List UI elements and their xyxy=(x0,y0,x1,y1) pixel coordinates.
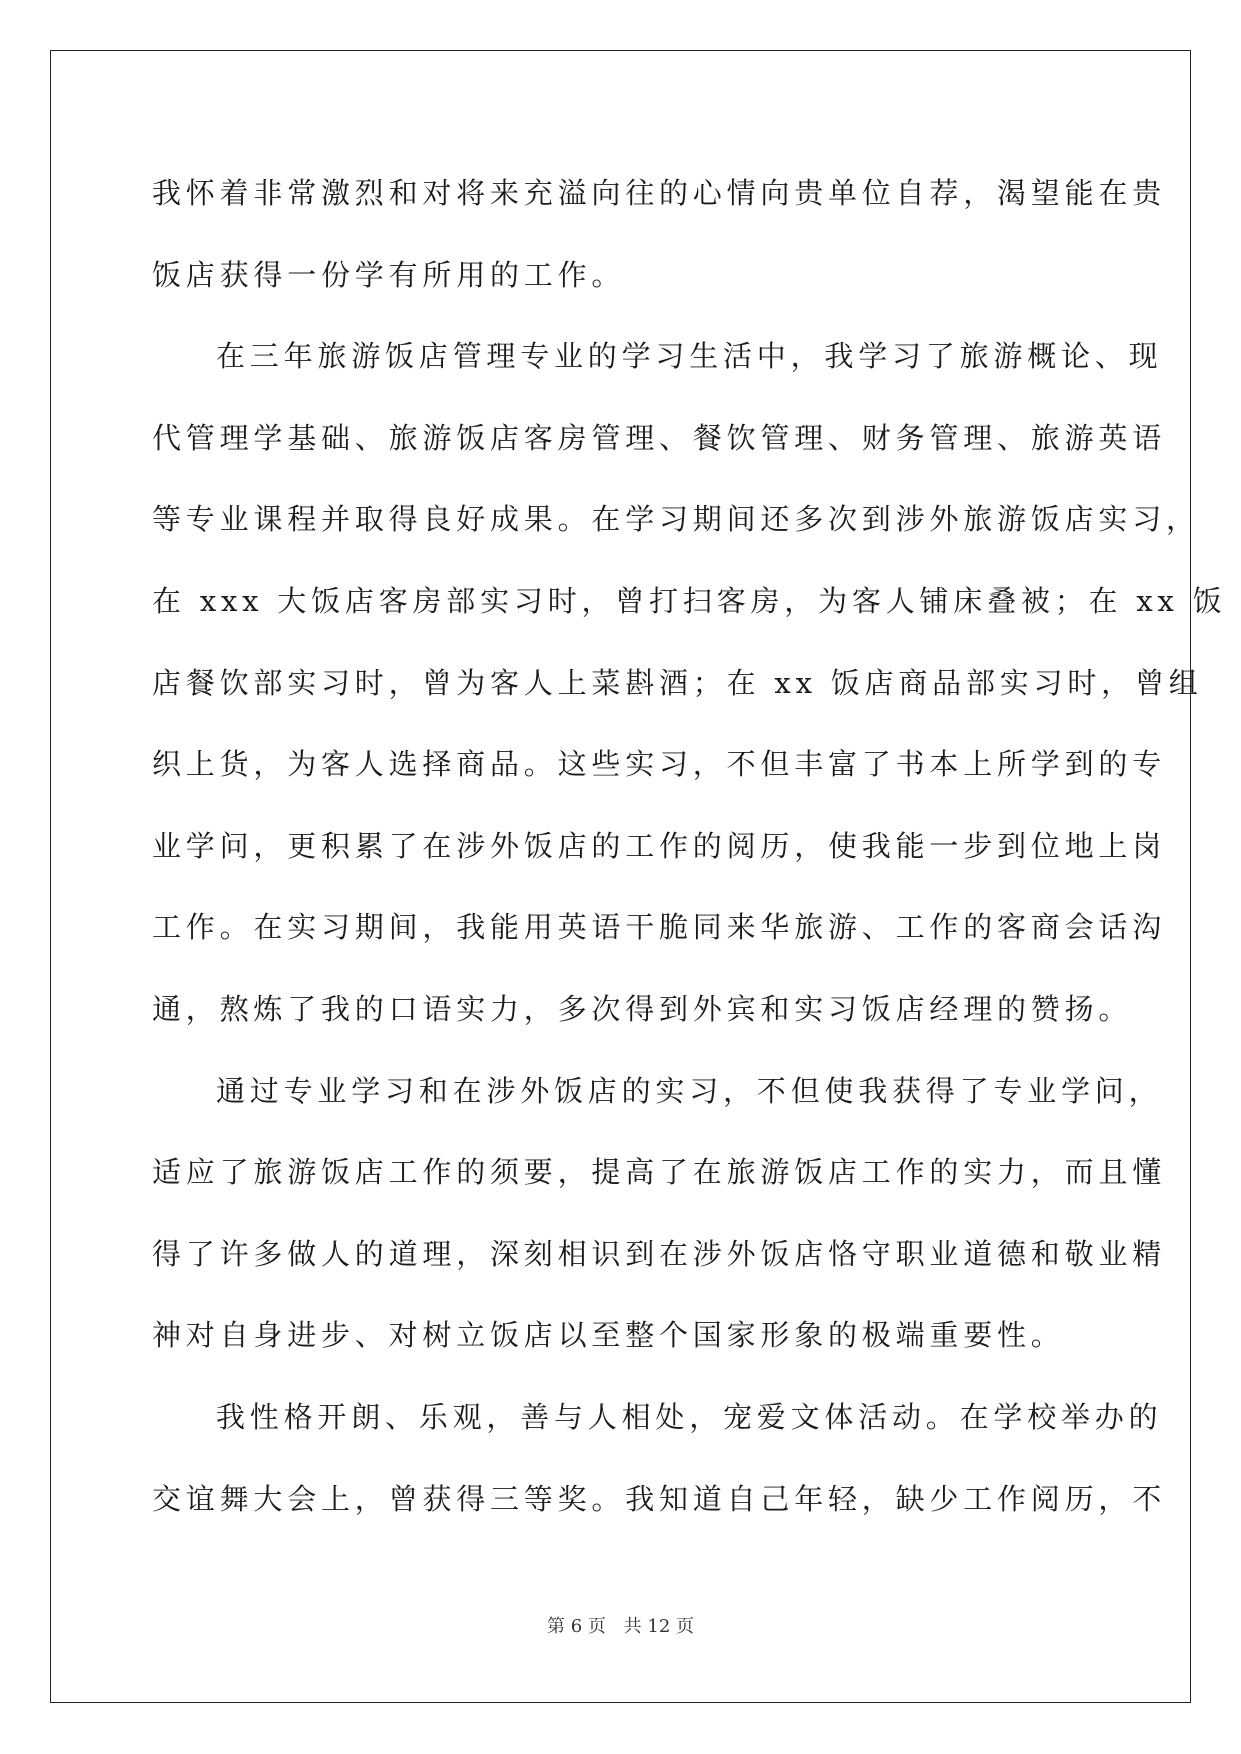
text-line: 工作。在实习期间，我能用英语干脆同来华旅游、工作的客商会话沟 xyxy=(152,910,1167,945)
text-line: 在 xxx 大饭店客房部实习时，曾打扫客房，为客人铺床叠被；在 xx 饭 xyxy=(152,583,1227,618)
text-line: 得了许多做人的道理，深刻相识到在涉外饭店恪守职业道德和敬业精 xyxy=(152,1236,1167,1271)
text-line: 饭店获得一份学有所用的工作。 xyxy=(152,257,626,292)
paragraph-start-line: 我性格开朗、乐观，善与人相处，宠爱文体活动。在学校举办的 xyxy=(216,1399,1163,1434)
document-body xyxy=(152,158,1227,1545)
text-line: 通，熬炼了我的口语实力，多次得到外宾和实习饭店经理的赞扬。 xyxy=(152,991,1133,1026)
total-page-count: 共 12 页 xyxy=(623,1616,694,1637)
text-line: 交谊舞大会上，曾获得三等奖。我知道自己年轻，缺少工作阅历，不 xyxy=(152,1481,1167,1516)
page-footer xyxy=(0,1612,1241,1638)
text-line: 等专业课程并取得良好成果。在学习期间还多次到涉外旅游饭店实习， xyxy=(152,502,1200,537)
text-line: 适应了旅游饭店工作的须要，提高了在旅游饭店工作的实力，而且懂 xyxy=(152,1155,1167,1190)
text-line: 我怀着非常激烈和对将来充溢向往的心情向贵单位自荐，渴望能在贵 xyxy=(152,176,1167,210)
paragraph-start-line: 在三年旅游饭店管理专业的学习生活中，我学习了旅游概论、现 xyxy=(216,339,1163,374)
text-line: 织上货，为客人选择商品。这些实习，不但丰富了书本上所学到的专 xyxy=(152,747,1167,782)
text-line: 代管理学基础、旅游饭店客房管理、餐饮管理、财务管理、旅游英语 xyxy=(152,420,1167,455)
text-line: 店餐饮部实习时，曾为客人上菜斟酒；在 xx 饭店商品部实习时，曾组 xyxy=(152,665,1203,700)
text-line: 神对自身进步、对树立饭店以至整个国家形象的极端重要性。 xyxy=(152,1318,1065,1353)
text-line: 业学问，更积累了在涉外饭店的工作的阅历，使我能一步到位地上岗 xyxy=(152,828,1167,863)
current-page-number: 第 6 页 xyxy=(547,1616,606,1637)
paragraph-start-line: 通过专业学习和在涉外饭店的实习，不但使我获得了专业学问， xyxy=(216,1073,1163,1108)
